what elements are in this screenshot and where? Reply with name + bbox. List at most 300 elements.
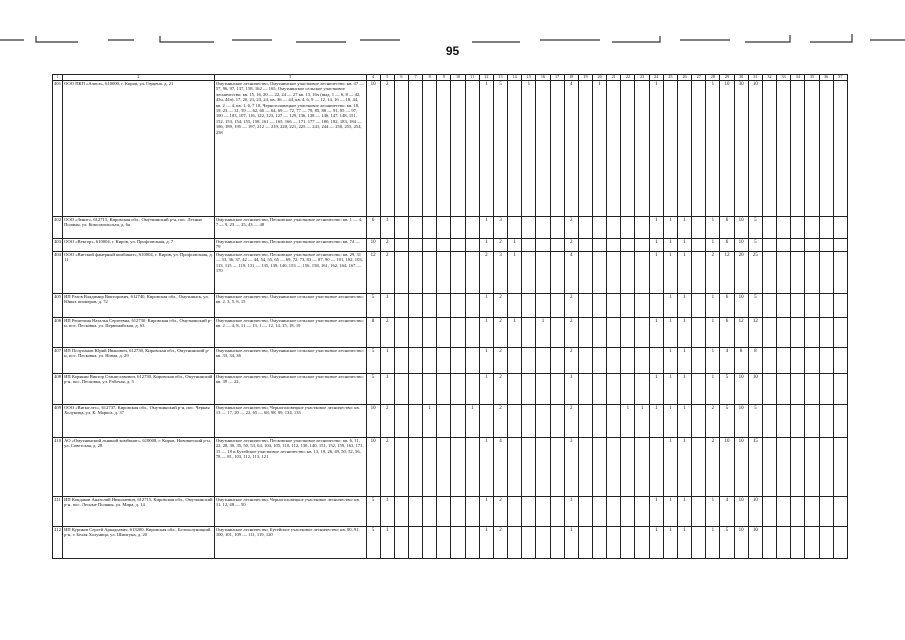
value-cell bbox=[635, 252, 649, 294]
value-cell bbox=[593, 497, 607, 527]
value-cell bbox=[408, 374, 422, 405]
value-cell bbox=[762, 497, 776, 527]
value-cell bbox=[635, 374, 649, 405]
row-number: 403 bbox=[53, 239, 63, 252]
column-header: 14 bbox=[508, 75, 522, 81]
value-cell: 1 bbox=[479, 497, 493, 527]
value-cell bbox=[663, 81, 677, 217]
value-cell: 1 bbox=[649, 252, 663, 294]
row-number: 412 bbox=[53, 527, 63, 559]
forestry-description-cell: Омутнинское лесничество, Песковское участковое лесничество: кв. 1 — 4, 7 — 9, 23 — 25, 43 — 48 bbox=[214, 217, 366, 239]
value-cell: 2 bbox=[380, 318, 394, 348]
value-cell bbox=[833, 294, 847, 318]
value-cell bbox=[833, 405, 847, 438]
value-cell: 2 bbox=[564, 348, 578, 374]
value-cell: 1 bbox=[380, 527, 394, 559]
value-cell: 5 bbox=[366, 374, 380, 405]
value-cell bbox=[607, 318, 621, 348]
column-header: 24 bbox=[649, 75, 663, 81]
value-cell bbox=[522, 318, 536, 348]
value-cell: 10 bbox=[734, 527, 748, 559]
value-cell: 6 bbox=[720, 239, 734, 252]
document-table-wrapper bbox=[52, 74, 848, 559]
value-cell bbox=[805, 438, 819, 497]
value-cell: 5 bbox=[720, 405, 734, 438]
forestry-description-cell: Омутнинское лесничество, Черноголовецкое участковое лесничество: кв. 11, 12, 48 — 50 bbox=[214, 497, 366, 527]
value-cell bbox=[593, 348, 607, 374]
value-cell: 1 bbox=[479, 318, 493, 348]
value-cell: 3 bbox=[493, 252, 507, 294]
value-cell: 1 bbox=[465, 405, 479, 438]
column-header: 29 bbox=[720, 75, 734, 81]
value-cell bbox=[536, 81, 550, 217]
value-cell bbox=[805, 405, 819, 438]
value-cell: 2 bbox=[706, 252, 720, 294]
value-cell bbox=[408, 318, 422, 348]
value-cell: 5 bbox=[366, 294, 380, 318]
value-cell bbox=[791, 252, 805, 294]
value-cell: 2 bbox=[493, 497, 507, 527]
value-cell: 10 bbox=[748, 374, 762, 405]
value-cell bbox=[762, 374, 776, 405]
column-header: 25 bbox=[663, 75, 677, 81]
column-header: 15 bbox=[522, 75, 536, 81]
value-cell bbox=[762, 252, 776, 294]
value-cell: 1 bbox=[677, 252, 691, 294]
value-cell: 1 bbox=[706, 374, 720, 405]
value-cell bbox=[394, 438, 408, 497]
value-cell bbox=[607, 252, 621, 294]
value-cell bbox=[508, 348, 522, 374]
value-cell: 2 bbox=[493, 294, 507, 318]
value-cell bbox=[791, 497, 805, 527]
value-cell bbox=[607, 81, 621, 217]
value-cell: 10 bbox=[734, 217, 748, 239]
value-cell: 5 bbox=[366, 527, 380, 559]
value-cell bbox=[635, 239, 649, 252]
value-cell bbox=[607, 239, 621, 252]
value-cell bbox=[451, 239, 465, 252]
value-cell bbox=[819, 318, 833, 348]
column-header: 33 bbox=[777, 75, 791, 81]
forestry-description-cell: Омутнинское лесничество, Омутнинское сельское участковое лесничество: кв. 2 — 4, 8, 11 — 13, 1 — 12, 14, 15, 18, 19 bbox=[214, 318, 366, 348]
value-cell bbox=[408, 252, 422, 294]
value-cell bbox=[423, 318, 437, 348]
table-row bbox=[53, 318, 848, 348]
value-cell bbox=[805, 348, 819, 374]
value-cell bbox=[777, 348, 791, 374]
value-cell bbox=[593, 527, 607, 559]
row-number: 411 bbox=[53, 497, 63, 527]
value-cell: 1 bbox=[677, 497, 691, 527]
value-cell: 1 bbox=[564, 527, 578, 559]
table-row bbox=[53, 497, 848, 527]
value-cell: 1 bbox=[649, 318, 663, 348]
value-cell bbox=[692, 318, 706, 348]
value-cell bbox=[649, 438, 663, 497]
table-row bbox=[53, 438, 848, 497]
value-cell bbox=[508, 81, 522, 217]
value-cell bbox=[437, 374, 451, 405]
value-cell bbox=[451, 405, 465, 438]
value-cell: 4 bbox=[564, 252, 578, 294]
value-cell: 1 bbox=[621, 405, 635, 438]
value-cell: 2 bbox=[493, 239, 507, 252]
value-cell: 6 bbox=[720, 294, 734, 318]
value-cell bbox=[692, 405, 706, 438]
value-cell bbox=[408, 81, 422, 217]
value-cell: 1 bbox=[677, 405, 691, 438]
value-cell bbox=[607, 405, 621, 438]
value-cell bbox=[791, 527, 805, 559]
value-cell bbox=[550, 438, 564, 497]
value-cell: 1 bbox=[380, 348, 394, 374]
value-cell bbox=[621, 348, 635, 374]
column-header: 3 bbox=[214, 75, 366, 81]
value-cell: 1 bbox=[663, 374, 677, 405]
column-header: 30 bbox=[734, 75, 748, 81]
value-cell bbox=[635, 527, 649, 559]
value-cell bbox=[692, 81, 706, 217]
value-cell bbox=[522, 348, 536, 374]
value-cell bbox=[394, 374, 408, 405]
value-cell: 5 bbox=[720, 374, 734, 405]
value-cell bbox=[437, 239, 451, 252]
value-cell bbox=[805, 252, 819, 294]
column-header: 9 bbox=[437, 75, 451, 81]
value-cell: 1 bbox=[663, 348, 677, 374]
value-cell: 1 bbox=[706, 497, 720, 527]
column-header: 23 bbox=[635, 75, 649, 81]
value-cell bbox=[437, 252, 451, 294]
value-cell bbox=[805, 374, 819, 405]
value-cell bbox=[423, 294, 437, 318]
value-cell bbox=[522, 497, 536, 527]
column-header: 35 bbox=[805, 75, 819, 81]
value-cell: 1 bbox=[522, 81, 536, 217]
value-cell bbox=[692, 438, 706, 497]
value-cell bbox=[819, 81, 833, 217]
value-cell bbox=[394, 239, 408, 252]
value-cell: 25 bbox=[748, 252, 762, 294]
value-cell bbox=[593, 294, 607, 318]
value-cell: 5 bbox=[748, 294, 762, 318]
value-cell bbox=[508, 374, 522, 405]
value-cell bbox=[635, 348, 649, 374]
value-cell bbox=[394, 318, 408, 348]
value-cell bbox=[451, 252, 465, 294]
value-cell: 1 bbox=[649, 81, 663, 217]
value-cell bbox=[522, 252, 536, 294]
organization-cell: ИП Решетина Наталья Сергеевна, 612730, Кировская обл., Омутнинский р-н, пос. Песковка, ул. Первомайская, д. 63 bbox=[63, 318, 215, 348]
value-cell bbox=[465, 527, 479, 559]
value-cell bbox=[408, 497, 422, 527]
table-row bbox=[53, 348, 848, 374]
forestry-description-cell: Омутнинское лесничество, Песковское участковое лесничество: кв. 6, 11, 22, 28, 30, 35, 50, 53, 64, 104, 105, 110, 112, 130, 140, 151, 152, 159, 163, 171, 15 — 18 и Бутейское участковое лесничество: кв. 13, 19, 26, 49, 50, 52, 56, 78 — 81, 103, 112, 113, 121 bbox=[214, 438, 366, 497]
value-cell bbox=[423, 497, 437, 527]
value-cell: 1 bbox=[663, 438, 677, 497]
value-cell: 2 bbox=[493, 348, 507, 374]
value-cell bbox=[536, 239, 550, 252]
value-cell bbox=[791, 318, 805, 348]
value-cell bbox=[621, 252, 635, 294]
value-cell bbox=[777, 374, 791, 405]
value-cell: 1 bbox=[649, 239, 663, 252]
value-cell bbox=[578, 81, 592, 217]
value-cell bbox=[423, 239, 437, 252]
forestry-description-cell: Омутнинское лесничество, Черноголовецкое участковое лесничество: кв. 13 — 17, 20 — 22, 65 — 68, 98, 99, 134, 135 bbox=[214, 405, 366, 438]
column-header: 28 bbox=[706, 75, 720, 81]
value-cell bbox=[762, 318, 776, 348]
row-number: 401 bbox=[53, 81, 63, 217]
value-cell bbox=[423, 81, 437, 217]
value-cell bbox=[621, 239, 635, 252]
value-cell bbox=[536, 374, 550, 405]
value-cell bbox=[536, 252, 550, 294]
value-cell bbox=[635, 438, 649, 497]
value-cell bbox=[550, 81, 564, 217]
column-header: 10 bbox=[451, 75, 465, 81]
table-row bbox=[53, 252, 848, 294]
value-cell bbox=[508, 405, 522, 438]
organization-cell: ООО «Зенит», 612715, Кировская обл., Омутнинский р-н, пос. Лесные Поляны, ул. Комсомольская, д. 6а bbox=[63, 217, 215, 239]
value-cell bbox=[819, 405, 833, 438]
value-cell bbox=[762, 405, 776, 438]
value-cell bbox=[777, 81, 791, 217]
value-cell: 1 bbox=[706, 239, 720, 252]
value-cell bbox=[777, 527, 791, 559]
value-cell bbox=[522, 294, 536, 318]
value-cell bbox=[791, 294, 805, 318]
row-number: 406 bbox=[53, 318, 63, 348]
value-cell bbox=[408, 239, 422, 252]
organization-cell: АО «Омутнинский льняной комбинат», 610008, г. Киров, Нововятский р-н, ул. Советская, д. 28 bbox=[63, 438, 215, 497]
value-cell bbox=[607, 217, 621, 239]
value-cell: 20 bbox=[734, 252, 748, 294]
value-cell bbox=[437, 348, 451, 374]
value-cell: 1 bbox=[635, 405, 649, 438]
value-cell: 8 bbox=[366, 318, 380, 348]
value-cell: 1 bbox=[706, 217, 720, 239]
value-cell bbox=[593, 252, 607, 294]
value-cell bbox=[593, 217, 607, 239]
value-cell: 10 bbox=[366, 239, 380, 252]
organization-cell: ИП Полупанов Юрий Иванович, 612730, Кировская обл., Омутнинский р-н, пос. Песковка, ул. Новая, д. 29 bbox=[63, 348, 215, 374]
value-cell: 1 bbox=[593, 81, 607, 217]
value-cell bbox=[508, 217, 522, 239]
value-cell bbox=[437, 527, 451, 559]
column-header: 6 bbox=[394, 75, 408, 81]
value-cell bbox=[437, 438, 451, 497]
value-cell bbox=[805, 527, 819, 559]
column-header: 4 bbox=[366, 75, 380, 81]
value-cell bbox=[578, 438, 592, 497]
value-cell: 15 bbox=[748, 438, 762, 497]
table-row bbox=[53, 294, 848, 318]
organization-cell: ИП Корякин Виктор Станиславович, 612730, Кировская обл., Омутнинский р-н, пос. Песковка, ул. Рабочая, д. 5 bbox=[63, 374, 215, 405]
column-header: 34 bbox=[791, 75, 805, 81]
value-cell: 6 bbox=[720, 217, 734, 239]
organization-cell: ИП Разов Владимир Викторович, 612740, Кировская обл., Омутнинск, ул. Юных пионеров, д. 72 bbox=[63, 294, 215, 318]
value-cell: 1 bbox=[536, 318, 550, 348]
value-cell: 1 bbox=[649, 527, 663, 559]
value-cell: 1 bbox=[663, 497, 677, 527]
value-cell: 12 bbox=[720, 252, 734, 294]
value-cell bbox=[833, 239, 847, 252]
value-cell bbox=[578, 497, 592, 527]
value-cell: 2 bbox=[564, 405, 578, 438]
value-cell bbox=[777, 405, 791, 438]
value-cell bbox=[607, 438, 621, 497]
value-cell bbox=[479, 405, 493, 438]
value-cell bbox=[522, 438, 536, 497]
value-cell bbox=[578, 527, 592, 559]
organization-cell: ООО ПКП «Алиса», 610000, г. Киров, ул. Герцена, д. 21 bbox=[63, 81, 215, 217]
value-cell bbox=[423, 527, 437, 559]
value-cell bbox=[451, 497, 465, 527]
value-cell: 1 bbox=[380, 294, 394, 318]
value-cell bbox=[593, 438, 607, 497]
value-cell bbox=[437, 217, 451, 239]
value-cell bbox=[522, 374, 536, 405]
value-cell bbox=[819, 527, 833, 559]
value-cell bbox=[635, 294, 649, 318]
value-cell bbox=[762, 239, 776, 252]
value-cell: 12 bbox=[734, 318, 748, 348]
column-header: 12 bbox=[479, 75, 493, 81]
value-cell bbox=[791, 405, 805, 438]
value-cell bbox=[819, 438, 833, 497]
organization-cell: ИП Куриков Сергей Аркадьевич, 613200, Кировская обл., Белохолуницкий р-н, г. Белая Холуница, ул. Шмигуна, д. 20 bbox=[63, 527, 215, 559]
value-cell bbox=[465, 438, 479, 497]
forestry-description-cell: Омутнинское лесничество, Бутейское участковое лесничество: кв. 90, 91, 100, 101, 109 — 111, 119, 120 bbox=[214, 527, 366, 559]
value-cell: 2 bbox=[706, 438, 720, 497]
value-cell bbox=[465, 81, 479, 217]
forestry-description-cell: Омутнинское лесничество, Песковское участковое лесничество: кв. 29, 31 — 33, 36, 37, 42 — 44, 54, 55, 65 — 69, 72, 73, 83 — 87, 90 — 101, 102, 103, 113, 115 — 119, 131 — 135, 139, 140, 153 — 156, 158, 161, 162, 164, 167 — 170 bbox=[214, 252, 366, 294]
value-cell: 1 bbox=[649, 405, 663, 438]
value-cell bbox=[465, 294, 479, 318]
row-number: 408 bbox=[53, 374, 63, 405]
value-cell bbox=[394, 348, 408, 374]
value-cell: 5 bbox=[748, 405, 762, 438]
value-cell: 1 bbox=[706, 294, 720, 318]
value-cell bbox=[762, 348, 776, 374]
value-cell: 1 bbox=[479, 348, 493, 374]
value-cell bbox=[550, 527, 564, 559]
value-cell bbox=[408, 438, 422, 497]
value-cell: 1 bbox=[706, 348, 720, 374]
value-cell bbox=[762, 217, 776, 239]
value-cell bbox=[451, 374, 465, 405]
value-cell bbox=[791, 374, 805, 405]
value-cell bbox=[465, 374, 479, 405]
value-cell: 1 bbox=[663, 405, 677, 438]
value-cell bbox=[437, 81, 451, 217]
value-cell bbox=[805, 239, 819, 252]
value-cell bbox=[508, 497, 522, 527]
value-cell bbox=[621, 217, 635, 239]
row-number: 410 bbox=[53, 438, 63, 497]
value-cell bbox=[578, 294, 592, 318]
value-cell bbox=[536, 497, 550, 527]
value-cell bbox=[536, 405, 550, 438]
value-cell: 1 bbox=[663, 217, 677, 239]
value-cell bbox=[692, 527, 706, 559]
value-cell: 6 bbox=[366, 217, 380, 239]
organization-cell: ООО «Вятка-лес», 612737, Кировская обл., Омутнинский р-н, пос. Черная Холуница, ул. К. Маркса, д. 37 bbox=[63, 405, 215, 438]
value-cell bbox=[465, 252, 479, 294]
value-cell bbox=[578, 217, 592, 239]
column-header: 31 bbox=[748, 75, 762, 81]
column-header: 37 bbox=[833, 75, 847, 81]
value-cell: 2 bbox=[493, 405, 507, 438]
value-cell: 1 bbox=[663, 318, 677, 348]
value-cell bbox=[437, 405, 451, 438]
value-cell: 10 bbox=[734, 438, 748, 497]
value-cell bbox=[394, 294, 408, 318]
value-cell: 8 bbox=[748, 348, 762, 374]
value-cell: 6 bbox=[720, 318, 734, 348]
column-header: 8 bbox=[423, 75, 437, 81]
value-cell bbox=[819, 294, 833, 318]
value-cell bbox=[819, 497, 833, 527]
value-cell bbox=[791, 348, 805, 374]
row-number: 404 bbox=[53, 252, 63, 294]
value-cell: 30 bbox=[734, 81, 748, 217]
value-cell: 2 bbox=[564, 239, 578, 252]
value-cell bbox=[394, 252, 408, 294]
value-cell bbox=[522, 239, 536, 252]
value-cell bbox=[805, 497, 819, 527]
value-cell bbox=[522, 217, 536, 239]
document-table bbox=[52, 74, 848, 559]
value-cell: 1 bbox=[663, 252, 677, 294]
value-cell bbox=[451, 294, 465, 318]
value-cell bbox=[833, 374, 847, 405]
value-cell: 1 bbox=[508, 239, 522, 252]
value-cell: 1 bbox=[677, 239, 691, 252]
value-cell: 1 bbox=[706, 81, 720, 217]
value-cell bbox=[508, 438, 522, 497]
value-cell bbox=[437, 318, 451, 348]
value-cell bbox=[777, 318, 791, 348]
value-cell bbox=[394, 497, 408, 527]
value-cell bbox=[593, 374, 607, 405]
value-cell bbox=[408, 348, 422, 374]
table-row bbox=[53, 239, 848, 252]
value-cell bbox=[451, 527, 465, 559]
column-header: 19 bbox=[578, 75, 592, 81]
table-row bbox=[53, 217, 848, 239]
value-cell bbox=[536, 348, 550, 374]
value-cell bbox=[423, 374, 437, 405]
value-cell: 3 bbox=[564, 438, 578, 497]
column-header: 2 bbox=[63, 75, 215, 81]
value-cell: 1 bbox=[663, 294, 677, 318]
value-cell: 1 bbox=[677, 438, 691, 497]
value-cell: 12 bbox=[748, 318, 762, 348]
value-cell bbox=[522, 405, 536, 438]
value-cell bbox=[805, 217, 819, 239]
value-cell bbox=[394, 405, 408, 438]
column-header: 11 bbox=[465, 75, 479, 81]
value-cell bbox=[607, 527, 621, 559]
value-cell bbox=[833, 497, 847, 527]
row-number: 402 bbox=[53, 217, 63, 239]
value-cell bbox=[578, 252, 592, 294]
value-cell bbox=[777, 294, 791, 318]
value-cell: 10 bbox=[734, 294, 748, 318]
